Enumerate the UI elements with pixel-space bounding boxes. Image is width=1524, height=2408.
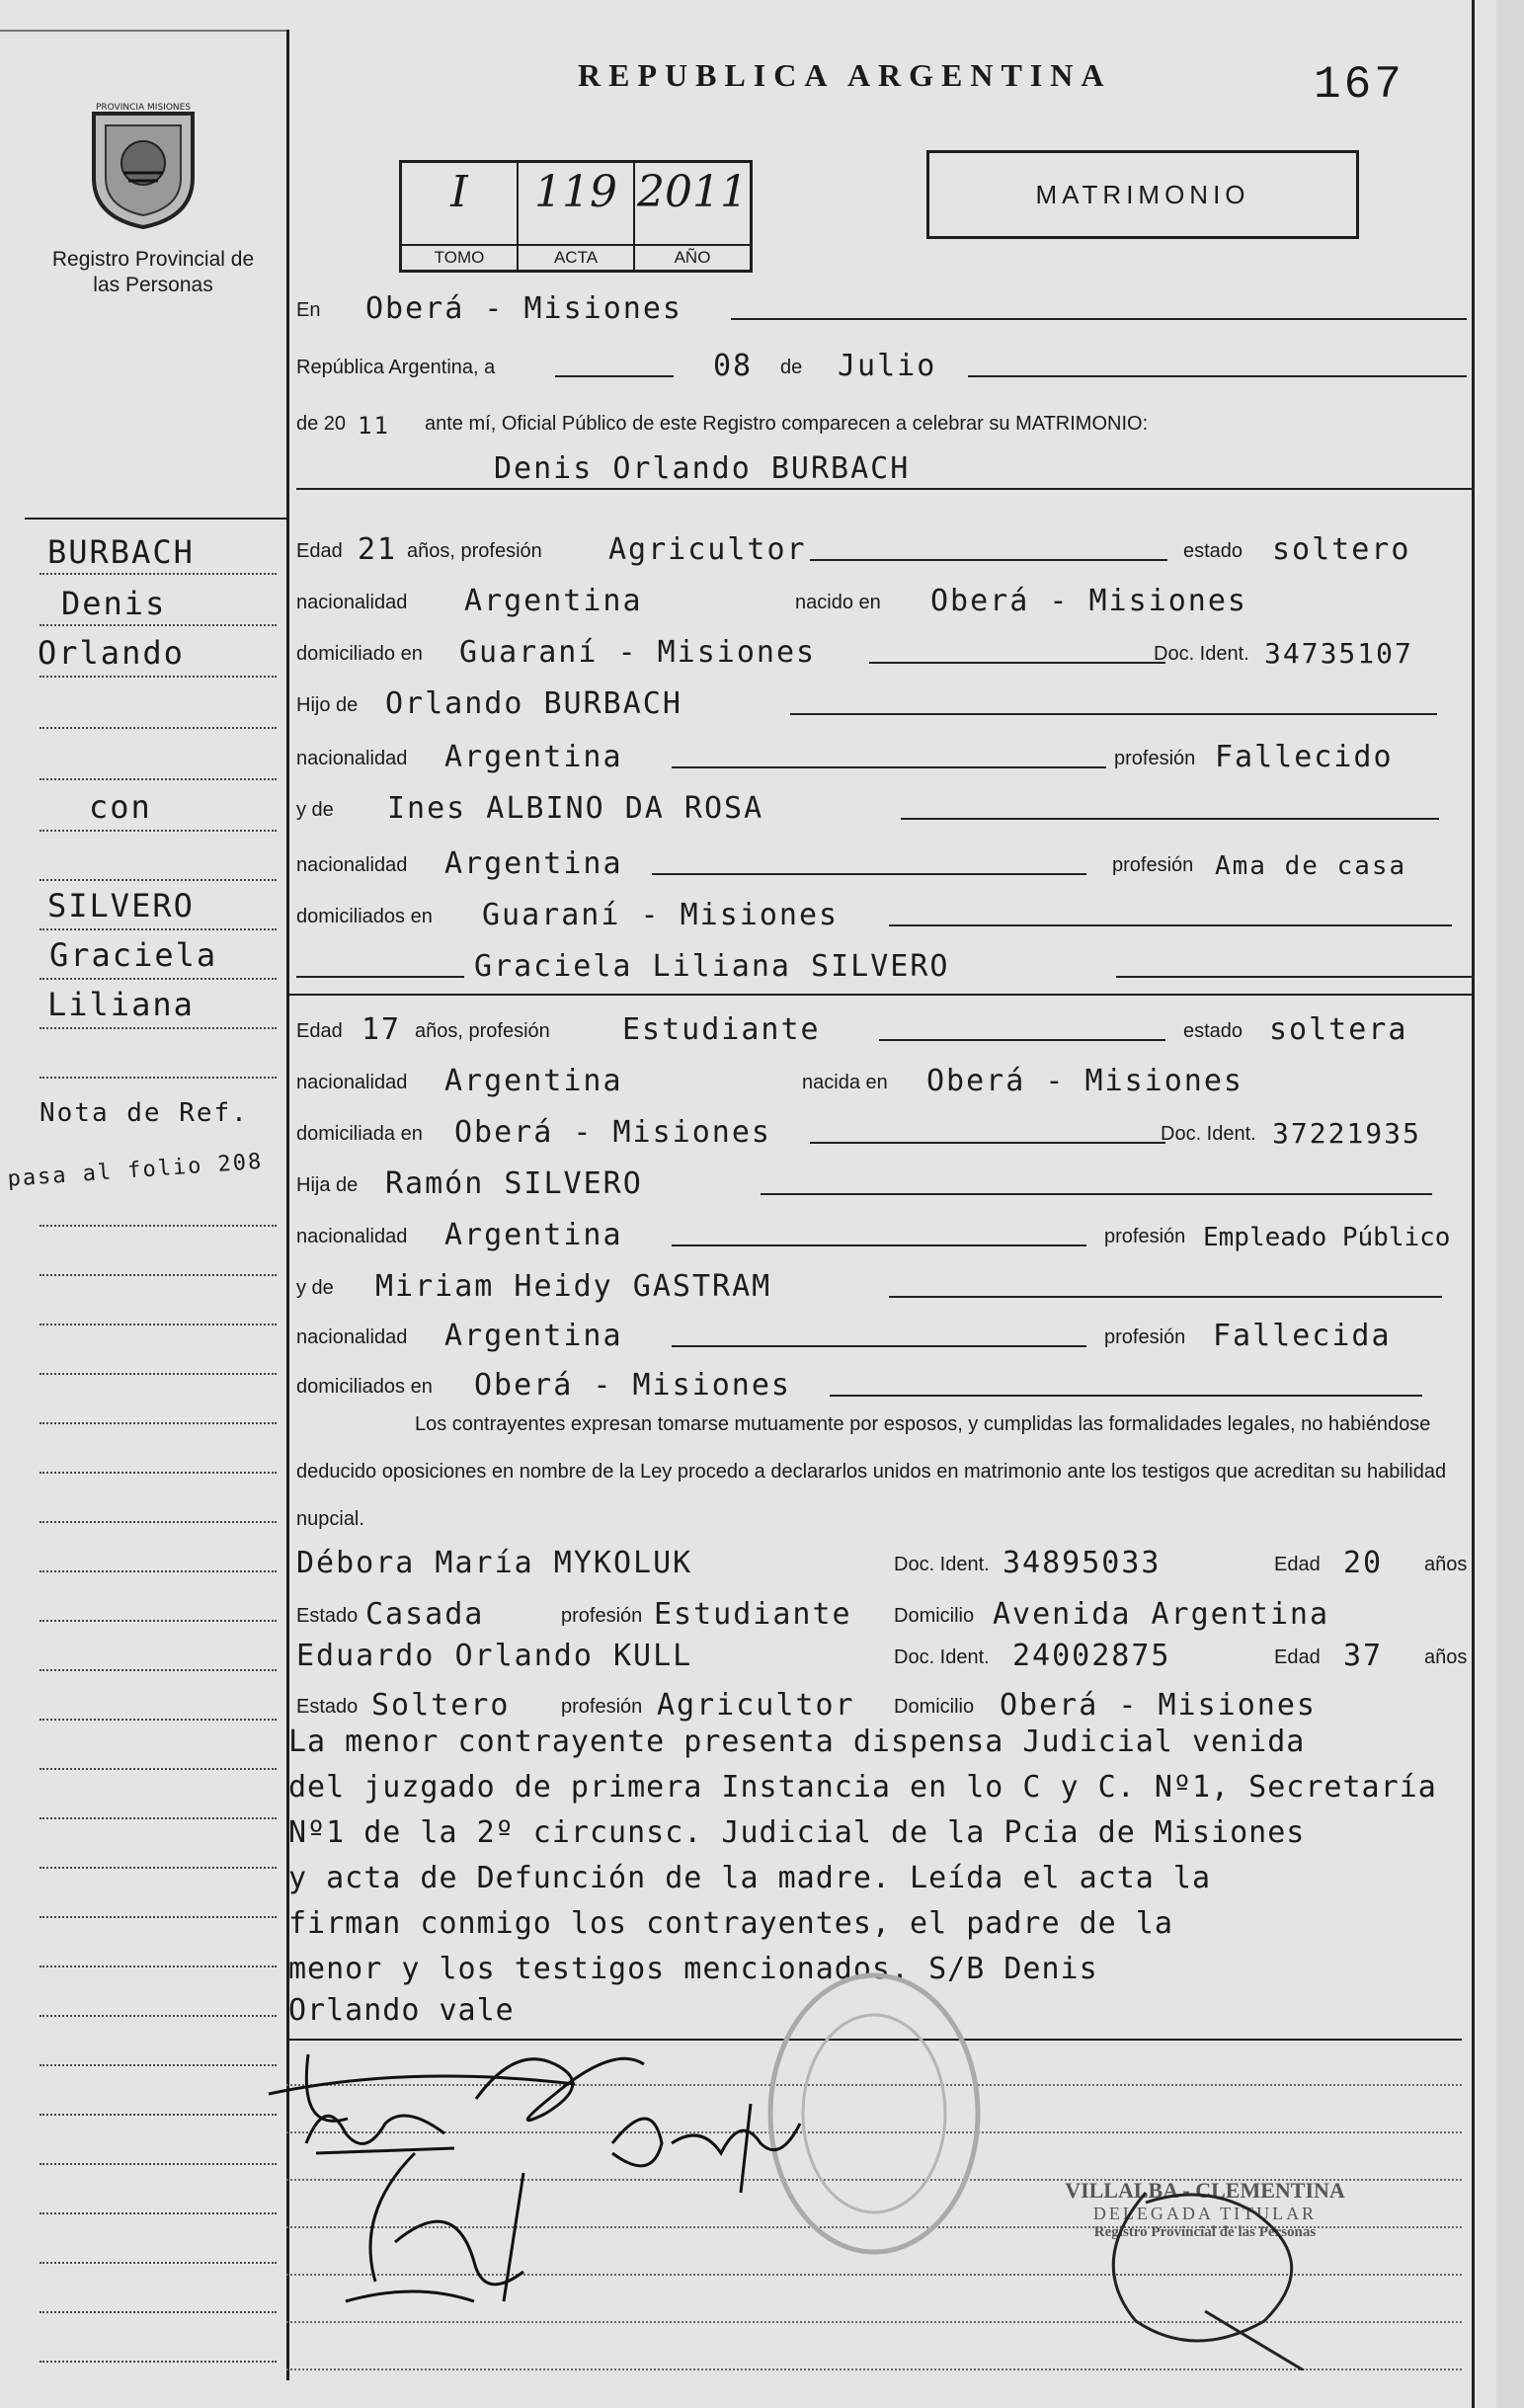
label-domicilio: Domicilio [894, 1696, 975, 1718]
day-value: 08 [713, 349, 754, 383]
row-groom-address [296, 630, 1472, 670]
label-domicilio: Domicilio [894, 1605, 975, 1627]
groom-father: Orlando BURBACH [385, 686, 682, 721]
label-anios-profesion: años, profesión [415, 1020, 550, 1042]
witness1-status: Casada [365, 1597, 485, 1632]
declaration-text: Los contrayentes expresan tomarse mutuamente por esposos, y cumplidas las formalidades legales, no habiéndose deducido oposiciones en nombre de la Ley procedo a declararlos unidos en matrimonio ante los testigos que acreditan su habilidad nupcial. [296, 1413, 1447, 1530]
label-domiciliada: domiciliada en [296, 1123, 423, 1145]
label-nacionalidad: nacionalidad [296, 748, 408, 769]
observation-line: firman conmigo los contrayentes, el padre de la [288, 1906, 1173, 1941]
bride-father-profession: Empleado Público [1203, 1223, 1451, 1252]
label-nacida: nacida en [802, 1072, 888, 1093]
margin-groom-middle: Orlando [38, 634, 185, 672]
stamp-role: DELEGADA TITULAR [1092, 2204, 1318, 2223]
label-anios: años [1424, 1646, 1468, 1668]
label-yde: y de [296, 799, 334, 821]
groom-mother-nationality: Argentina [444, 846, 623, 881]
label-en: En [296, 299, 321, 321]
groom-status: soltero [1272, 532, 1411, 567]
registry-name: Registro Provincial de las Personas [51, 248, 255, 296]
row-groom-nationality [296, 579, 1472, 618]
groom-full-name: Denis Orlando BURBACH [494, 451, 911, 486]
witness1-profession: Estudiante [654, 1597, 852, 1632]
label-profesion: profesión [1104, 1226, 1186, 1247]
groom-father-nationality: Argentina [444, 740, 623, 774]
witness1-address: Avenida Argentina [993, 1597, 1330, 1632]
acta-cell [519, 163, 635, 270]
witness2-status: Soltero [371, 1688, 511, 1723]
tomo-cell [402, 163, 519, 270]
groom-doc: 34735107 [1264, 637, 1413, 670]
margin-note-folio: pasa al folio 208 [6, 1149, 265, 1192]
label-edad: Edad [296, 540, 343, 562]
margin-groom-first: Denis [61, 585, 167, 622]
anio-label: AÑO [635, 244, 750, 270]
row-groom-parents-address [296, 893, 1472, 932]
margin-bride-surname: SILVERO [47, 887, 195, 924]
witness1-doc: 34895033 [1003, 1546, 1162, 1580]
act-type-box: MATRIMONIO [926, 150, 1359, 239]
margin-groom-surname: BURBACH [47, 533, 195, 571]
row-bride-father-nat [296, 1213, 1472, 1252]
row-bride-nationality [296, 1059, 1472, 1098]
label-year-prefix: de 20 [296, 413, 347, 435]
anio-cell [635, 163, 750, 270]
row-groom-mother [296, 786, 1472, 826]
groom-mother: Ines ALBINO DA ROSA [387, 791, 764, 826]
label-edad: Edad [1274, 1646, 1321, 1668]
page-number: 167 [1314, 59, 1404, 111]
month-value: Julio [838, 349, 937, 383]
row-bride-father [296, 1162, 1472, 1201]
label-domicilio: domiciliado en [296, 643, 423, 665]
tomo-value: I [450, 167, 468, 217]
groom-parents-address: Guaraní - Misiones [482, 898, 840, 932]
label-de: de [780, 357, 803, 378]
observation-line: Nº1 de la 2º circunsc. Judicial de la Pcia de Misiones [288, 1815, 1306, 1850]
groom-profession: Agricultor [608, 532, 807, 567]
label-estado: Estado [296, 1696, 359, 1718]
bride-status: soltera [1269, 1012, 1408, 1047]
observation-line: Orlando vale [288, 1993, 515, 2028]
row-bride-parents-address [296, 1363, 1472, 1403]
row-bride-mother-nat [296, 1314, 1472, 1353]
label-nacionalidad: nacionalidad [296, 854, 408, 876]
bride-age: 17 [361, 1012, 402, 1047]
document-title: REPUBLICA ARGENTINA [578, 57, 1112, 93]
bride-father: Ramón SILVERO [385, 1166, 643, 1201]
stamp-signature-icon [1086, 2173, 1323, 2370]
anio-value: 2011 [637, 167, 748, 217]
right-margin-rule [1472, 0, 1475, 2408]
label-doc: Doc. Ident. [1161, 1123, 1256, 1145]
label-anios: años [1424, 1554, 1468, 1575]
stamp-office: Registro Provincial de las Personas [1093, 2224, 1317, 2240]
witness2-address: Oberá - Misiones [1000, 1688, 1317, 1723]
label-doc: Doc. Ident. [894, 1554, 990, 1575]
margin-con: con [89, 788, 152, 826]
label-edad: Edad [1274, 1554, 1321, 1575]
bride-nationality: Argentina [444, 1064, 623, 1098]
margin-bride-first: Graciela [49, 936, 218, 974]
witness1-name: Débora María MYKOLUK [296, 1546, 693, 1580]
row-bride-mother [296, 1264, 1472, 1304]
bride-parents-address: Oberá - Misiones [474, 1368, 791, 1403]
observation-line: La menor contrayente presenta dispensa Judicial venida [288, 1725, 1306, 1759]
margin-note-ref: Nota de Ref. [40, 1098, 249, 1128]
label-nacido: nacido en [795, 592, 881, 613]
label-domiciliados: domiciliados en [296, 1376, 433, 1398]
witness2-age: 37 [1343, 1639, 1384, 1673]
label-profesion: profesión [1104, 1326, 1186, 1348]
groom-birthplace: Oberá - Misiones [930, 584, 1247, 618]
label-profesion: profesión [561, 1696, 643, 1718]
label-hija: Hija de [296, 1174, 359, 1196]
label-republica: República Argentina, a [296, 357, 496, 378]
row-witness2-details [296, 1683, 1472, 1723]
label-profesion: profesión [1112, 854, 1194, 876]
label-domiciliados: domiciliados en [296, 906, 433, 927]
groom-mother-profession: Ama de casa [1215, 851, 1407, 881]
witness2-name: Eduardo Orlando KULL [296, 1639, 693, 1673]
tomo-acta-anio-box [399, 160, 753, 273]
label-estado: estado [1183, 540, 1243, 562]
row-witness2-name [296, 1634, 1472, 1673]
row-bride-age [296, 1007, 1472, 1047]
year-suffix-value: 11 [358, 412, 390, 440]
bride-profession: Estudiante [622, 1012, 821, 1047]
acta-label: ACTA [519, 244, 633, 270]
bride-mother-profession: Fallecida [1213, 1319, 1392, 1353]
row-groom-father [296, 682, 1472, 721]
groom-address: Guaraní - Misiones [459, 635, 817, 670]
provincial-seal-icon [84, 94, 202, 232]
label-doc: Doc. Ident. [894, 1646, 990, 1668]
label-yde: y de [296, 1277, 334, 1299]
bride-father-nationality: Argentina [444, 1218, 623, 1252]
row-groom-mother-nat [296, 842, 1472, 881]
bride-birthplace: Oberá - Misiones [926, 1064, 1243, 1098]
label-statement: ante mí, Oficial Público de este Registro comparecen a celebrar su MATRIMONIO: [425, 413, 1149, 435]
label-edad: Edad [296, 1020, 343, 1042]
row-bride-name [296, 944, 1472, 984]
seal-text: PROVINCIA MISIONES [95, 103, 192, 113]
witness1-age: 20 [1343, 1546, 1384, 1580]
top-edge [0, 30, 286, 32]
row-groom-father-nat [296, 735, 1472, 774]
label-doc: Doc. Ident. [1154, 643, 1249, 665]
label-hijo: Hijo de [296, 694, 359, 716]
bride-doc: 37221935 [1272, 1117, 1421, 1150]
witness2-profession: Agricultor [657, 1688, 855, 1723]
label-profesion: profesión [561, 1605, 643, 1627]
label-nacionalidad: nacionalidad [296, 1072, 408, 1093]
row-groom-name [296, 446, 1472, 486]
signature-witness-icon [336, 2133, 573, 2331]
label-estado: Estado [296, 1605, 359, 1627]
groom-age: 21 [358, 532, 398, 567]
row-statement [296, 400, 1472, 440]
row-date [296, 344, 1472, 383]
margin-bride-middle: Liliana [47, 986, 195, 1023]
acta-value: 119 [534, 167, 617, 217]
tomo-label: TOMO [402, 244, 517, 270]
place-value: Oberá - Misiones [365, 291, 682, 326]
row-bride-address [296, 1110, 1472, 1150]
observation-line: y acta de Defunción de la madre. Leída el acta la [288, 1861, 1212, 1895]
groom-father-profession: Fallecido [1215, 740, 1394, 774]
label-nacionalidad: nacionalidad [296, 1226, 408, 1247]
signature-father-icon [593, 2084, 830, 2193]
bride-mother-nationality: Argentina [444, 1319, 623, 1353]
bride-full-name: Graciela Liliana SILVERO [474, 949, 950, 984]
observation-line: del juzgado de primera Instancia en lo C y C. Nº1, Secretaría [288, 1770, 1437, 1805]
label-profesion: profesión [1114, 748, 1196, 769]
bride-address: Oberá - Misiones [454, 1115, 771, 1150]
witness2-doc: 24002875 [1012, 1639, 1171, 1673]
label-estado: estado [1183, 1020, 1243, 1042]
row-groom-age [296, 527, 1472, 567]
row-place [296, 286, 1472, 326]
row-witness1-name [296, 1541, 1472, 1580]
label-anios-profesion: años, profesión [407, 540, 542, 562]
label-nacionalidad: nacionalidad [296, 1326, 408, 1348]
row-witness1-details [296, 1592, 1472, 1632]
label-nacionalidad: nacionalidad [296, 592, 408, 613]
bride-mother: Miriam Heidy GASTRAM [375, 1269, 772, 1304]
observation-line: menor y los testigos mencionados. S/B Denis [288, 1952, 1098, 1986]
groom-nationality: Argentina [464, 584, 643, 618]
stamp-name: VILLALBA - CLEMENTINA [1065, 2178, 1345, 2203]
